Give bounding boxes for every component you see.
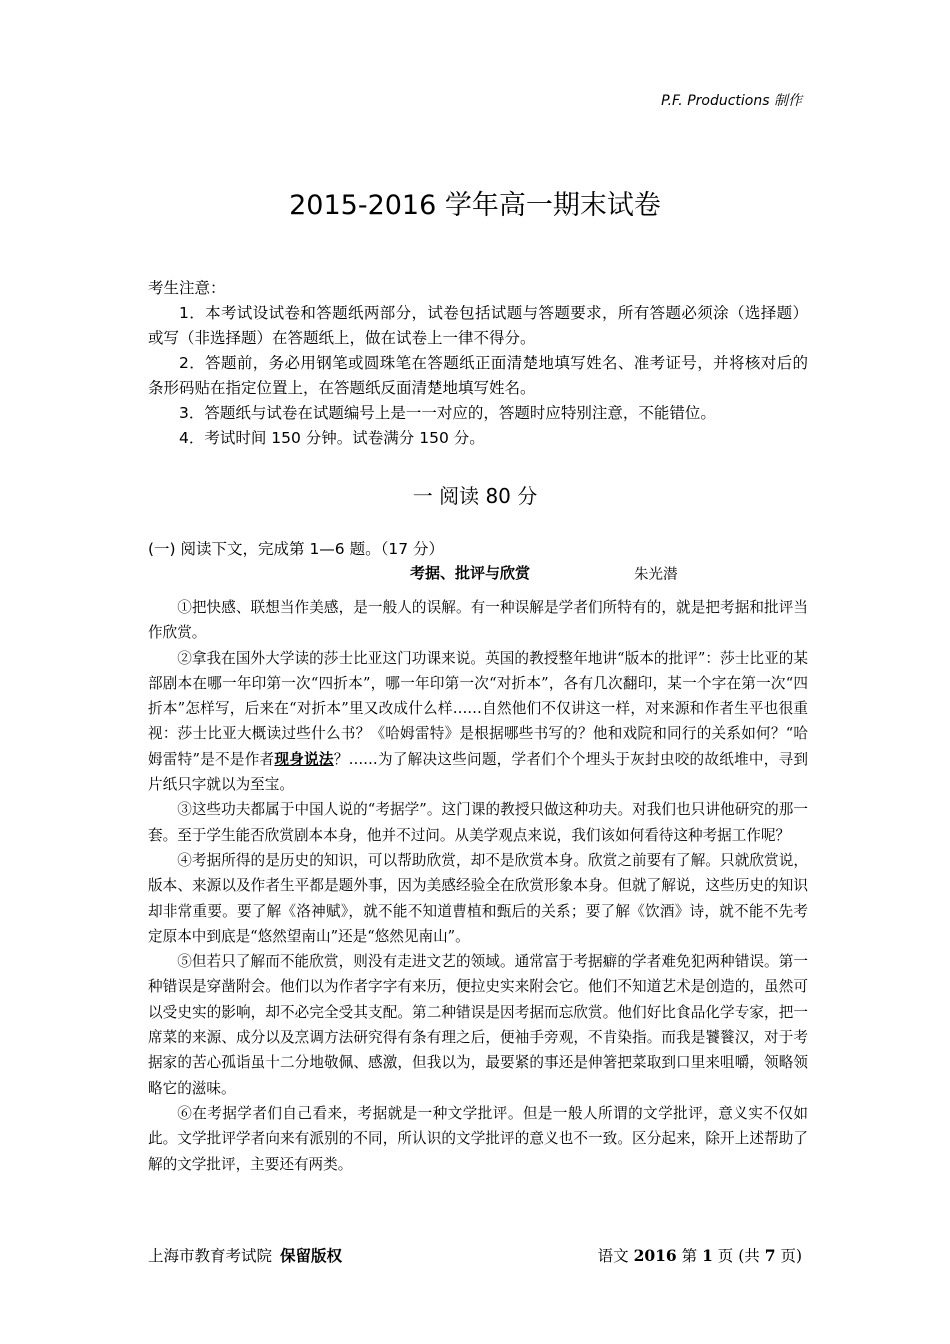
paragraph-2-text-b: ？……为了解决这些问题，学者们个个埋头于灰封虫咬的故纸堆中，寻到片纸只字就以为至宝。 [148,750,808,794]
notice-item-4: 4．考试时间 150 分钟。试卷满分 150 分。 [179,429,485,447]
notice-item-1: 1．本考试设试卷和答题纸两部分，试卷包括试题与答题要求，所有答题必须涂（选择题）或写（非选择题）在答题纸上，做在试卷上一律不得分。 [148,304,808,347]
footer-org: 上海市教育考试院 [148,1247,273,1265]
article-body [148,595,808,1177]
footer-total-label: 页 (共 [712,1247,765,1265]
notice-item-2: 2．答题前，务必用钢笔或圆珠笔在答题纸正面清楚地填写姓名、准考证号，并将核对后的条形码贴在指定位置上，在答题纸反面清楚地填写姓名。 [148,354,808,397]
article-author: 朱光潜 [634,567,678,583]
footer-rights: 保留版权 [280,1247,343,1265]
paragraph-1: ①把快感、联想当作美感，是一般人的误解。有一种误解是学者们所特有的，就是把考据和批评当作欣赏。 [148,599,808,642]
underlined-phrase: 现身说法 [274,750,334,768]
paragraph-5: ⑤但若只了解而不能欣赏，则没有走进文艺的领域。通常富于考据癖的学者难免犯两种错误。第一种错误是穿凿附会。他们以为作者字字有来历，便拉史实来附会它。他们不知道艺术是创造的，虽然可以受史实的影响，却不必完全受其支配。第二种错误是因考据而忘欣赏。他们好比食品化学专家，把一席菜的来源、成分以及烹调方法研究得有条有理之后，便袖手旁观，不肯染指。而我是饕餮汉，对于考据家的苦心孤诣虽十二分地敬佩、感激，但我以为，最要紧的事还是伸箸把菜取到口里来咀嚼，领略领略它的滋味。 [148,953,808,1097]
footer-end: 页) [775,1247,802,1265]
paragraph-4: ④考据所得的是历史的知识，可以帮助欣赏，却不是欣赏本身。欣赏之前要有了解。只就欣赏说，版本、来源以及作者生平都是题外事，因为美感经验全在欣赏形象本身。但就了解说，这些历史的知识却非常重要。要了解《洛神赋》，就不能不知道曹植和甄后的关系；要了解《饮酒》诗，就不能不先考定原本中到底是“悠然望南山”还是“悠然见南山”。 [148,851,808,945]
producer-credit: P.F. Productions 制作 [661,93,802,109]
paragraph-6: ⑥在考据学者们自己看来，考据就是一种文学批评。但是一般人所谓的文学批评，意义实不仅如此。文学批评学者向来有派别的不同，所认识的文学批评的意义也不一致。区分起来，除开上述帮助了解的文学批评，主要还有两类。 [148,1104,808,1173]
section-title: 一 阅读 80 分 [412,484,538,508]
candidate-notice [148,276,808,451]
footer-page-number: 1 [702,1246,713,1265]
passage-instruction: (一) 阅读下文，完成第 1—6 题。（17 分） [148,540,444,558]
footer-subject: 语文 [597,1247,634,1265]
paragraph-2-text-a: ②拿我在国外大学读的莎士比亚这门功课来说。英国的教授整年地讲“版本的批评”：莎士比亚的某部剧本在哪一年印第一次“四折本”，哪一年印第一次“对折本”，各有几次翻印，某一个字在第一次“四折本”怎样写，后来在“对折本”里又改成什么样……自然他们不仅讲这一样，对来源和作者生平也很重视：莎士比亚大概读过些什么书？《哈姆雷特》是根据哪些书写的？他和戏院和同行的关系如何？“哈姆雷特”是不是作者 [148,649,808,768]
notice-item-3: 3．答题纸与试卷在试题编号上是一一对应的，答题时应特别注意，不能错位。 [179,404,716,422]
exam-title: 2015-2016 学年高一期末试卷 [289,190,661,221]
footer-publisher [148,1244,342,1266]
notice-heading: 考生注意： [148,279,226,297]
footer-page-label: 第 [676,1247,703,1265]
footer-page-total: 7 [764,1246,776,1265]
paragraph-3: ③这些功夫都属于中国人说的“考据学”。这门课的教授只做这种功夫。对我们也只讲他研究的那一套。至于学生能否欣赏剧本本身，他并不过问。从美学观点来说，我们该如何看待这种考据工作呢？ [148,801,808,844]
footer-year: 2016 [633,1246,677,1265]
article-title: 考据、批评与欣赏 [410,564,531,582]
footer-page-info [598,1244,802,1266]
paragraph-2 [148,646,808,798]
